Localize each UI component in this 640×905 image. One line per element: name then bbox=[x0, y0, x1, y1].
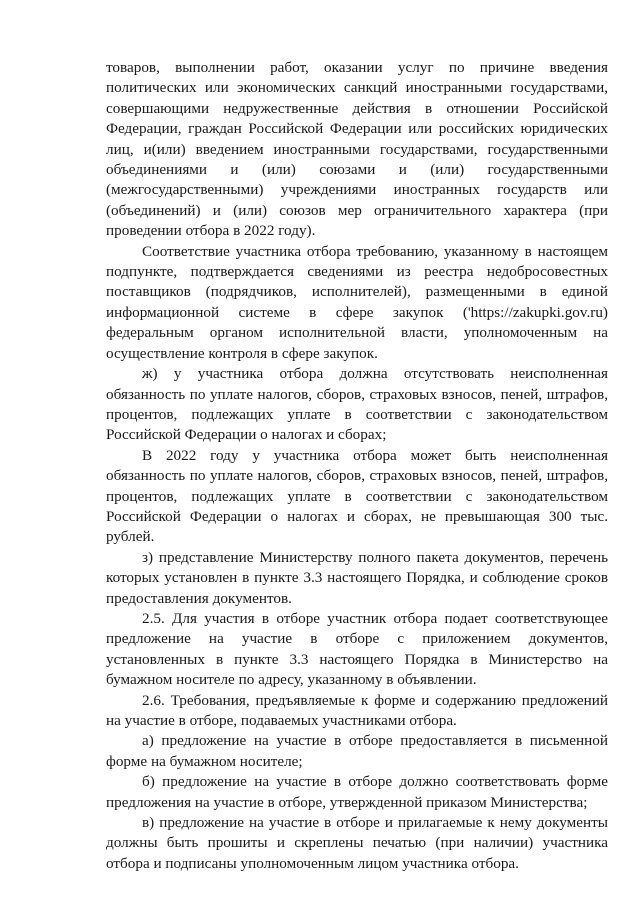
paragraph-item-b: б) предложение на участие в отборе должно соответствовать форме предложения на участие в отборе, утвержденной приказом Министерства; bbox=[106, 773, 608, 811]
document-body bbox=[106, 58, 608, 874]
paragraph-item-z: з) представление Министерству полного пакета документов, перечень которых установлен в пункте 3.3 настоящего Порядка, и соблюдение сроков предоставления документов. bbox=[106, 548, 608, 607]
paragraph-2-6: 2.6. Требования, предъявляемые к форме и содержанию предложений на участие в отборе, подаваемых участниками отбора. bbox=[106, 691, 608, 729]
paragraph-item-v: в) предложение на участие в отборе и прилагаемые к нему документы должны быть прошиты и скреплены печатью (при наличии) участника отбора и подписаны уполномоченным лицом участника отбора. bbox=[106, 814, 608, 872]
paragraph-registry-compliance: Соответствие участника отбора требованию, указанному в настоящем подпункте, подтверждается сведениями из реестра недобросовестных поставщиков (подрядчиков, исполнителей), размещенными в единой информационной системе в сфере закупок ('https://zakupki.gov.ru) федеральным органом исполнительной власти, уполномоченным на осуществление контроля в сфере закупок. bbox=[106, 242, 608, 362]
paragraph-sanctions-clause: товаров, выполнении работ, оказании услуг по причине введения политических или экономических санкций иностранными государствами, совершающими недружественные действия в отношении Российской Федерации, граждан Российской Федерации или российских юридических лиц, и(или) введением иностранными государствами, государственными объединениями и (или) союзами и (или) государственными (межгосударственными) учреждениями иностранных государств или (объединений) и (или) союзов мер ограничительного характера (при проведении отбора в 2022 году). bbox=[106, 59, 608, 240]
paragraph-item-a: а) предложение на участие в отборе предоставляется в письменной форме на бумажном носителе; bbox=[106, 732, 608, 770]
paragraph-2-5: 2.5. Для участия в отборе участник отбора подает соответствующее предложение на участие в отборе с приложением документов, установленных в пункте 3.3 настоящего Порядка в Министерство на бумажном носителе по адресу, указанному в объявлении. bbox=[106, 609, 608, 689]
paragraph-2022-tax-exception: В 2022 году у участника отбора может быть неисполненная обязанность по уплате налогов, сборов, страховых взносов, пеней, штрафов, процентов, подлежащих уплате в соответствии с законодательством Российской Федерации о налогах и сборах, не превышающая 300 тыс. рублей. bbox=[106, 446, 608, 546]
paragraph-item-zh: ж) у участника отбора должна отсутствовать неисполненная обязанность по уплате налогов, сборов, страховых взносов, пеней, штрафов, процентов, подлежащих уплате в соответствии с законодательством Российской Федерации о налогах и сборах; bbox=[106, 365, 608, 444]
